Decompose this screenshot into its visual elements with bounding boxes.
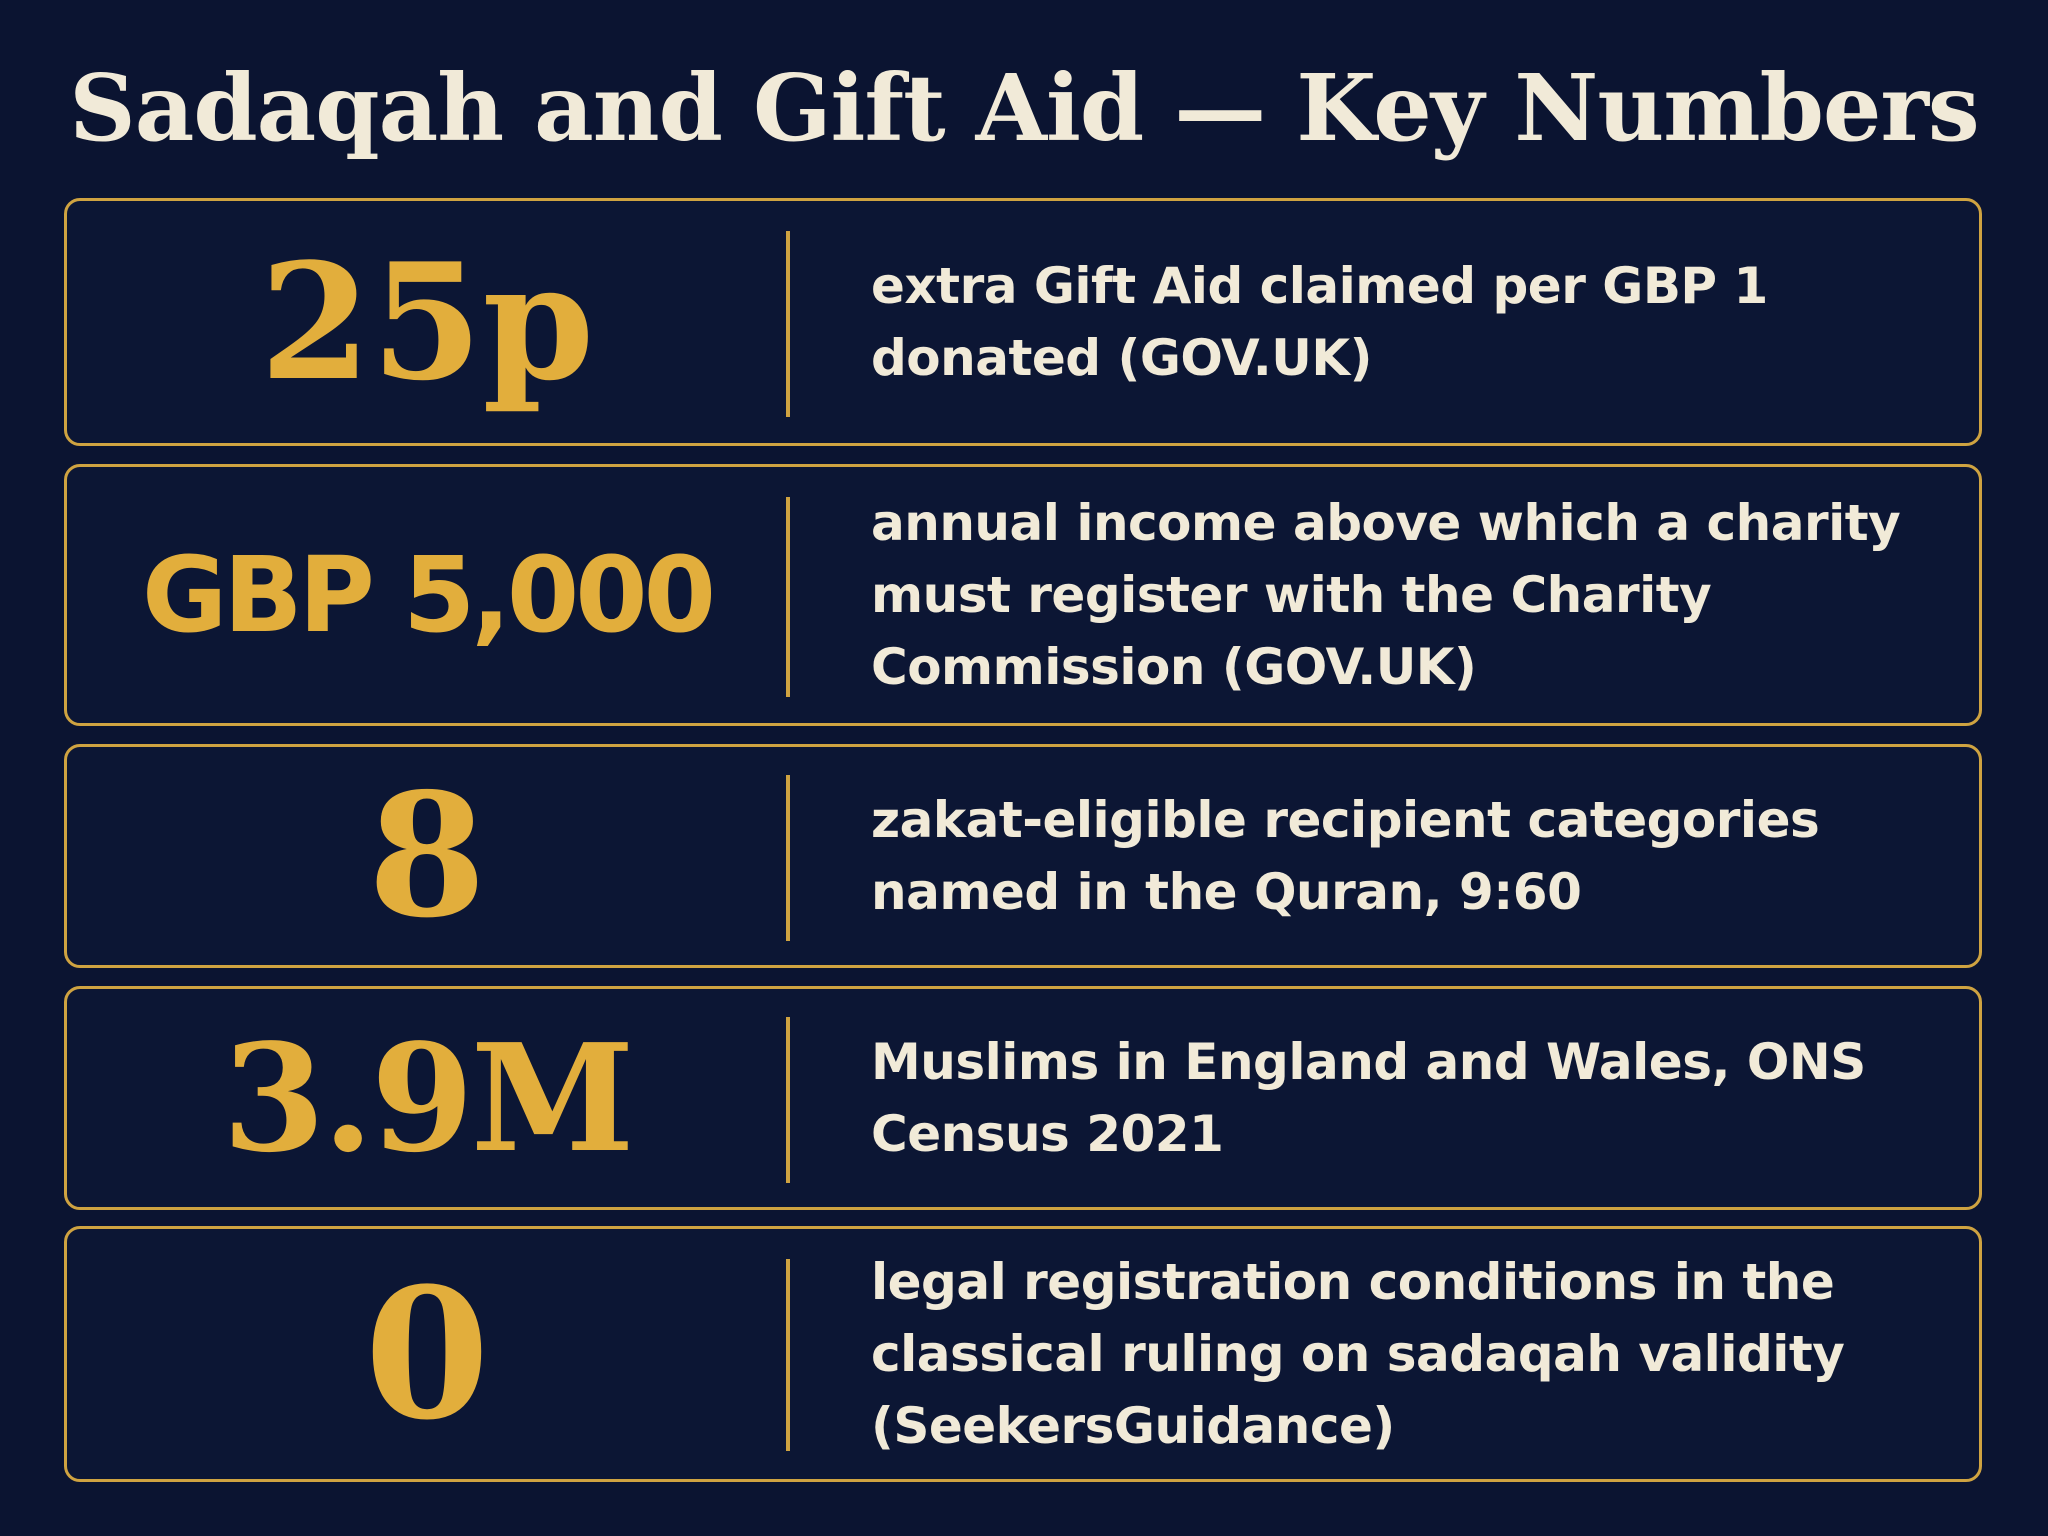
stat-description xyxy=(871,747,1939,965)
card-divider xyxy=(786,1259,790,1451)
stat-description xyxy=(871,1229,1939,1479)
stat-description xyxy=(871,467,1939,723)
card-divider xyxy=(786,231,790,417)
stat-value: 8 xyxy=(367,756,487,956)
stat-description xyxy=(871,201,1939,443)
stat-card xyxy=(64,744,1982,968)
card-divider xyxy=(786,775,790,941)
stat-description-text: extra Gift Aid claimed per GBP 1 donated (GOV.UK) xyxy=(871,257,1768,387)
stat-description-text: zakat-eligible recipient categories named in the Quran, 9:60 xyxy=(871,791,1820,921)
stat-value: GBP 5,000 xyxy=(141,534,713,656)
card-divider xyxy=(786,1017,790,1183)
page-title: Sadaqah and Gift Aid — Key Numbers xyxy=(69,54,1979,162)
stat-value: 3.9M xyxy=(222,1011,632,1185)
card-divider xyxy=(786,497,790,697)
stat-card xyxy=(64,1226,1982,1482)
stat-value: 25p xyxy=(259,228,595,416)
stat-description xyxy=(871,989,1939,1207)
stat-description-text: Muslims in England and Wales, ONS Census 2021 xyxy=(871,1033,1866,1163)
stat-card xyxy=(64,198,1982,446)
stat-value: 0 xyxy=(364,1248,490,1460)
stat-description-text: annual income above which a charity must register with the Charity Commission (GOV.UK) xyxy=(871,494,1901,696)
stat-description-text: legal registration conditions in the classical ruling on sadaqah validity (SeekersGuidance) xyxy=(871,1253,1845,1455)
stat-card xyxy=(64,464,1982,726)
stat-card xyxy=(64,986,1982,1210)
